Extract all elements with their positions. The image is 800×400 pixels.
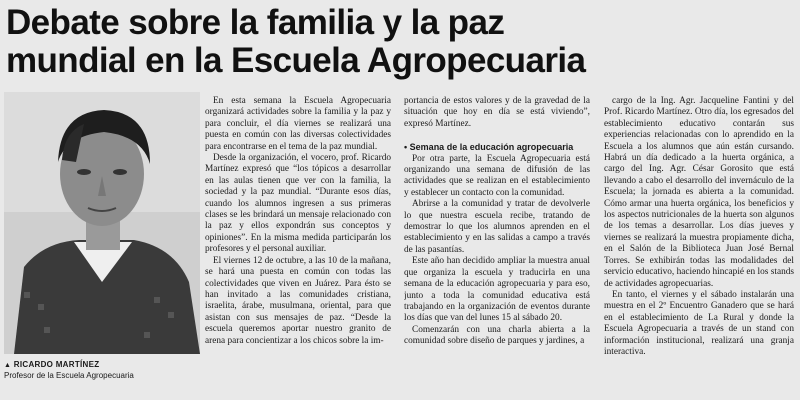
paragraph: En tanto, el viernes y el sábado instalarán una muestra en el 2º Encuentro Ganadero que se hará en el establecimiento de La Rural y donde la Escuela Agropecuaria a través de un stand con información institucional, realizará una granja interactiva. bbox=[604, 289, 794, 357]
subhead-text: Semana de la educación agropecuaria bbox=[409, 142, 574, 153]
paragraph: Desde la organización, el vocero, prof. Ricardo Martínez expresó que “los tópicos a desarrollar en las aulas tienen que ver con la familia, la sociedad y la paz mundial. “Durante esos días, cuando los alumnos ingresen a sus primeras clases se les brindará un mensaje relacionado con la paz y ellos expondrán sus conceptos y opiniones”. En la misma medida participarán los profesores y el personal auxiliar. bbox=[205, 153, 391, 255]
caption-marker: ▲ bbox=[4, 362, 12, 369]
caption-name: RICARDO MARTÍNEZ bbox=[13, 360, 100, 369]
portrait-photo bbox=[4, 92, 200, 354]
article-column-3 bbox=[604, 96, 794, 396]
paragraph: portancia de estos valores y de la gravedad de la situación que hoy en día se está viviendo”, expresó Martínez. bbox=[404, 96, 590, 129]
headline-line-2: mundial en la Escuela Agropecuaria bbox=[6, 41, 586, 80]
headline bbox=[6, 4, 796, 80]
paragraph: En esta semana la Escuela Agropecuaria organizará actividades sobre la familia y la paz y para concluir, el día viernes se realizará una puesta en común con las diversas colectividades para encontrarse en el tema de la paz mundial. bbox=[205, 96, 391, 152]
paragraph: El viernes 12 de octubre, a las 10 de la mañana, se hará una puesta en común con todas las colectividades que viven en Juárez. Para ésto se han invitado a las comunidades cristiana, israelita, árabe, musulmana, oriental, para que asistan con sus mensajes de paz. “Desde la escuela queremos aportar nuestro granito de arena para concientizar a los chicos sobre la im- bbox=[205, 255, 391, 346]
paragraph: Por otra parte, la Escuela Agropecuaria está organizando una semana de difusión de las actividades que se realizan en el establecimiento y establecer un contacto con la comunidad. bbox=[404, 153, 590, 198]
caption-role: Profesor de la Escuela Agropecuaria bbox=[4, 371, 134, 380]
paragraph: Este año han decidido ampliar la muestra anual que organiza la escuela y traducirla en una semana de la educación agropecuaria y para eso, junto a toda la comunidad educativa está trabajando en la organización de eventos durante los días que van del lunes 15 al sábado 20. bbox=[404, 256, 590, 324]
paragraph: Abrirse a la comunidad y tratar de devolverle lo que nuestra escuela recibe, tratando de demostrar lo que los alumnos aprenden en el establecimiento y en las salidas a campo a través de las pasantías. bbox=[404, 199, 590, 255]
article-column-2 bbox=[404, 96, 590, 396]
subhead-bullet: • bbox=[404, 142, 408, 153]
headline-line-1: Debate sobre la familia y la paz bbox=[6, 3, 505, 42]
paragraph: Comenzarán con una charla abierta a la comunidad sobre diseño de parques y jardines, a bbox=[404, 324, 590, 347]
paragraph: cargo de la Ing. Agr. Jacqueline Fantini y del Prof. Ricardo Martínez. Otro día, los egresados del establecimiento educativo contarán sus experiencias relacionadas con lo aprendido en la Escuela a los alumnos que aún están cursando. Habrá un día dedicado a la huerta orgánica, a cargo del Ing. Agr. César Gorosito que está llevando a cabo el desarrollo del invernáculo de la Escuela; la jornada es abierta a la comunidad. Cómo armar una huerta orgánica, los beneficios y los aspectos nutricionales de la huerta son algunos de los temas a desarrollar. Los días jueves y viernes se realizará la muestra propiamente dicha, en el Salón de la Biblioteca Juan José Bernal Torres. Se exhibirán todas las modalidades del servicio educativo, haciendo hincapié en los stands de actividades agropecuarias. bbox=[604, 96, 794, 289]
portrait-image bbox=[4, 92, 200, 354]
section-subhead bbox=[404, 142, 590, 153]
photo-caption bbox=[4, 360, 200, 381]
article-column-1 bbox=[205, 96, 391, 396]
